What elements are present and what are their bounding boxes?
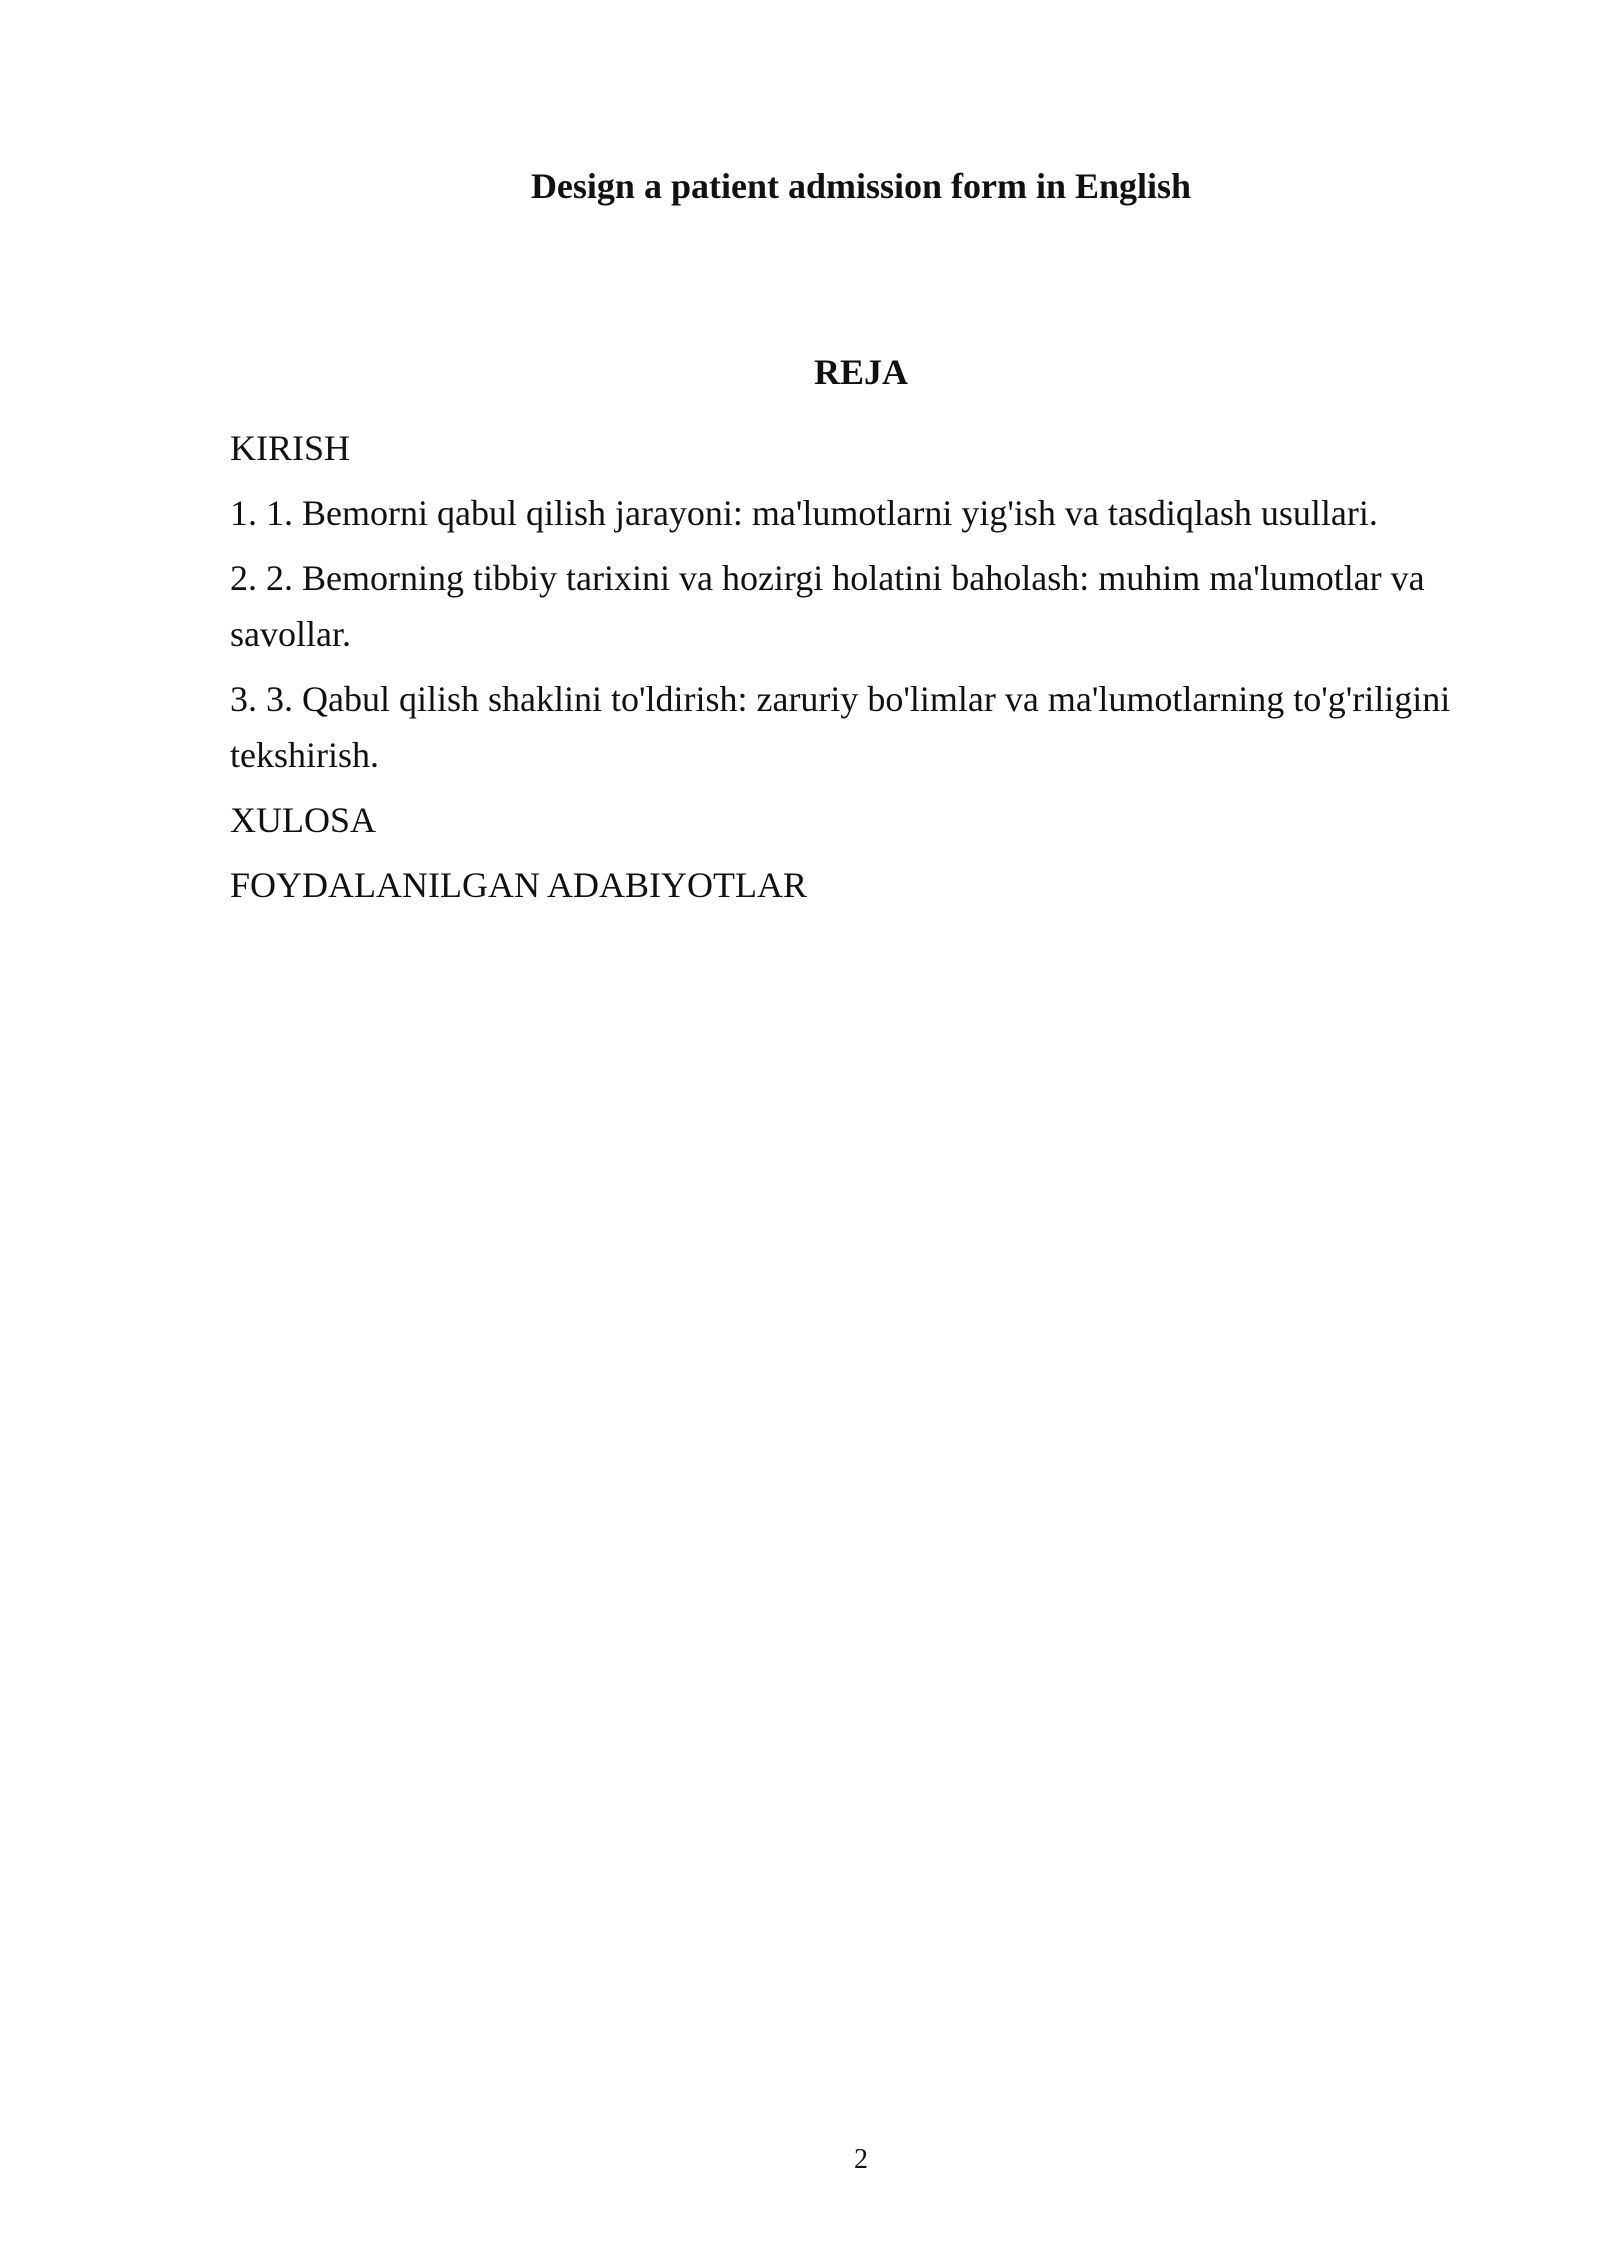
plan-item-conclusion: XULOSA	[230, 800, 377, 840]
plan-list	[230, 420, 1500, 922]
document-title: Design a patient admission form in English	[530, 166, 1192, 206]
plan-item-1: 1. 1. Bemorni qabul qilish jarayoni: ma'lumotlarni yig'ish va tasdiqlash usullari.	[230, 493, 1378, 533]
plan-item-2: 2. 2. Bemorning tibbiy tarixini va hozirgi holatini baholash: muhim ma'lumotlar va savollar.	[230, 558, 1425, 654]
page-number: 2	[854, 2144, 868, 2175]
plan-item-references: FOYDALANILGAN ADABIYOTLAR	[230, 865, 807, 905]
plan-item-introduction: KIRISH	[230, 428, 351, 468]
plan-item-3: 3. 3. Qabul qilish shaklini to'ldirish: zaruriy bo'limlar va ma'lumotlarning to'g'riligini tekshirish.	[230, 679, 1451, 775]
plan-heading: REJA	[813, 352, 908, 392]
